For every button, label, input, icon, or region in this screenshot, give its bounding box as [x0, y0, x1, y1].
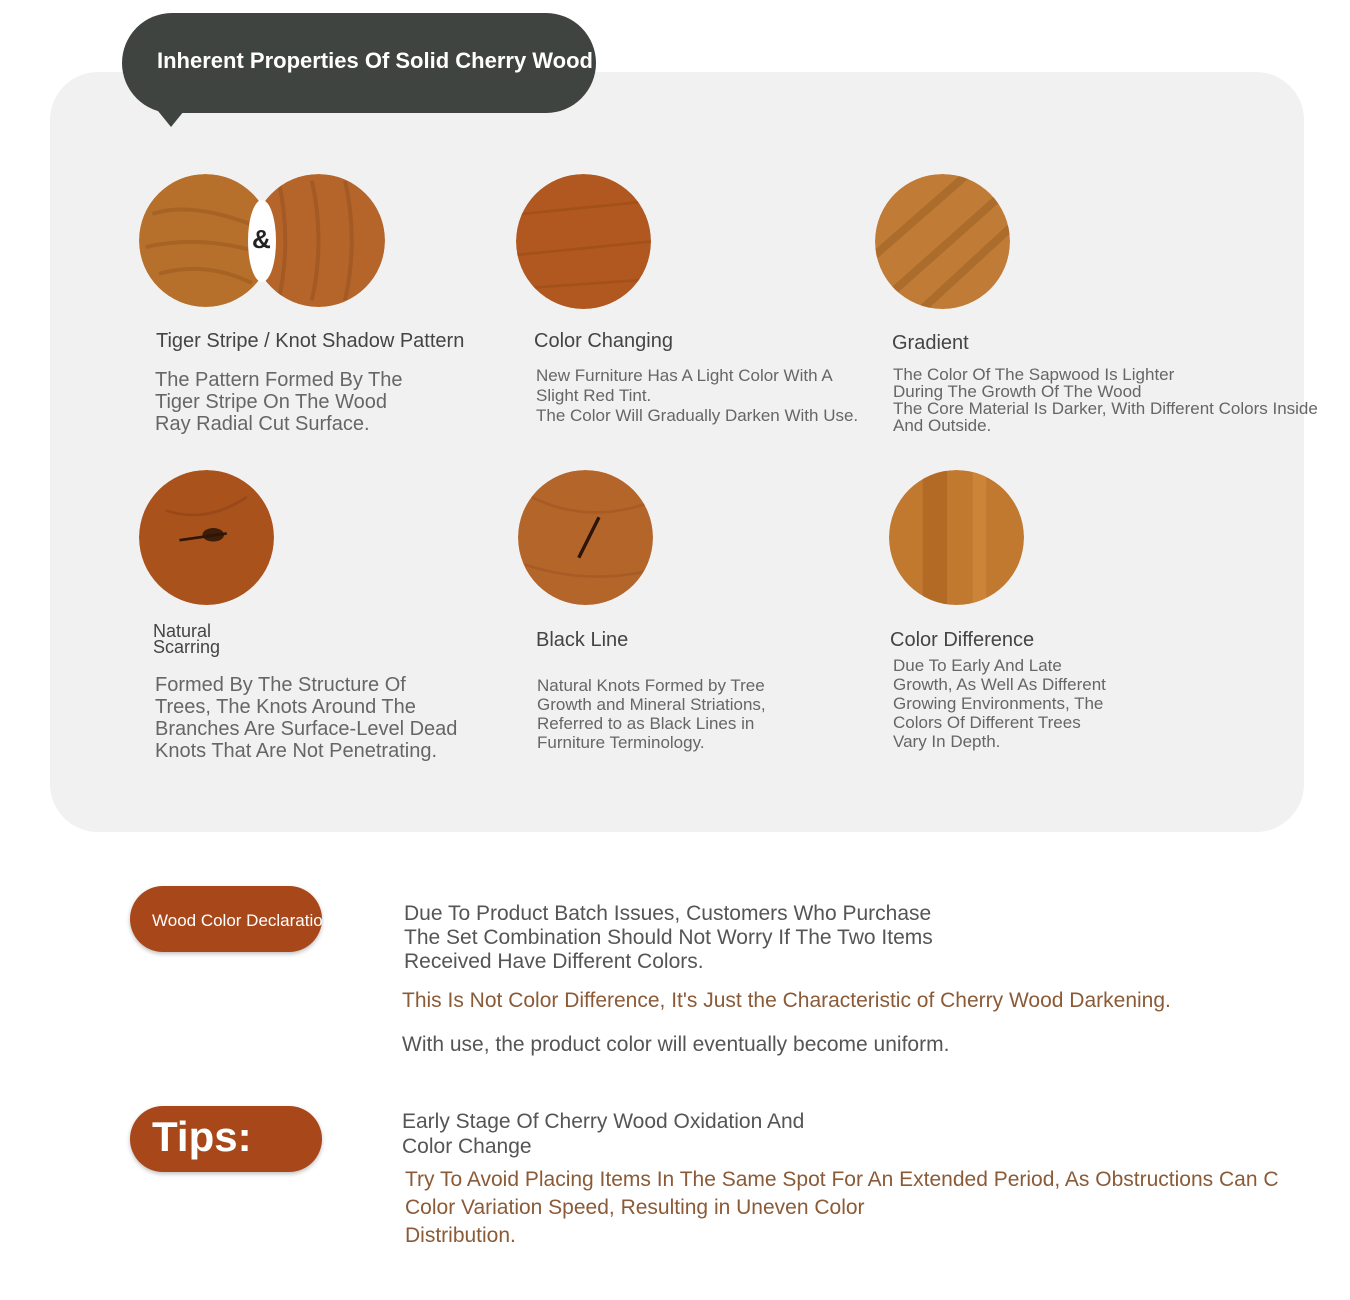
wood-gradient-icon — [875, 174, 1010, 309]
feature-title-color-changing: Color Changing — [534, 330, 673, 352]
declaration-text-2: This Is Not Color Difference, It's Just the Characteristic of Cherry Wood Darkening. — [402, 989, 1171, 1012]
declaration-badge-label: Wood Color Declaration — [152, 911, 333, 930]
feature-title-color-difference: Color Difference — [890, 629, 1035, 651]
ampersand-symbol: & — [252, 224, 271, 254]
feature-desc-natural-scarring: Formed By The Structure Of Trees, The Knots Around The Branches Are Surface-Level Dead Knots That Are Not Penetrating. — [155, 674, 458, 762]
page-title: Inherent Properties Of Solid Cherry Wood — [157, 48, 593, 73]
feature-title-gradient: Gradient — [892, 332, 969, 354]
feature-title-natural-scarring: Natural Scarring — [153, 621, 221, 657]
wood-black-line-icon — [518, 470, 653, 605]
tips-text-1: Early Stage Of Cherry Wood Oxidation And Color Change — [402, 1110, 805, 1158]
declaration-text-3: With use, the product color will eventually become uniform. — [402, 1033, 950, 1056]
feature-desc-black-line: Natural Knots Formed by Tree Growth and Mineral Striations, Referred to as Black Lines in Furniture Terminology. — [537, 676, 766, 752]
wood-color-changing-icon — [516, 174, 651, 309]
tips-badge-label: Tips: — [152, 1113, 252, 1160]
feature-desc-tiger-stripe: The Pattern Formed By The Tiger Stripe On The Wood Ray Radial Cut Surface. — [155, 369, 403, 435]
tips-text-2: Try To Avoid Placing Items In The Same Spot For An Extended Period, As Obstructions Can C Color Variation Speed, Resulting in Uneven Color Distribution. — [405, 1168, 1279, 1247]
feature-title-black-line: Black Line — [536, 629, 629, 651]
declaration-text-1: Due To Product Batch Issues, Customers Who Purchase The Set Combination Should Not Worry If The Two Items Received Have Different Colors. — [404, 902, 933, 973]
feature-desc-color-difference: Due To Early And Late Growth, As Well As Different Growing Environments, The Colors Of Different Trees Vary In Depth. — [893, 656, 1106, 751]
feature-desc-color-changing: New Furniture Has A Light Color With A Slight Red Tint. The Color Will Gradually Darken With Use. — [536, 366, 859, 425]
feature-desc-gradient: The Color Of The Sapwood Is Lighter During The Growth Of The Wood The Core Material Is Darker, With Different Colors Inside And Outside. — [893, 365, 1318, 435]
feature-title-tiger-stripe: Tiger Stripe / Knot Shadow Pattern — [156, 330, 465, 352]
wood-color-difference-icon — [889, 470, 1024, 605]
wood-scarring-icon — [139, 470, 274, 605]
